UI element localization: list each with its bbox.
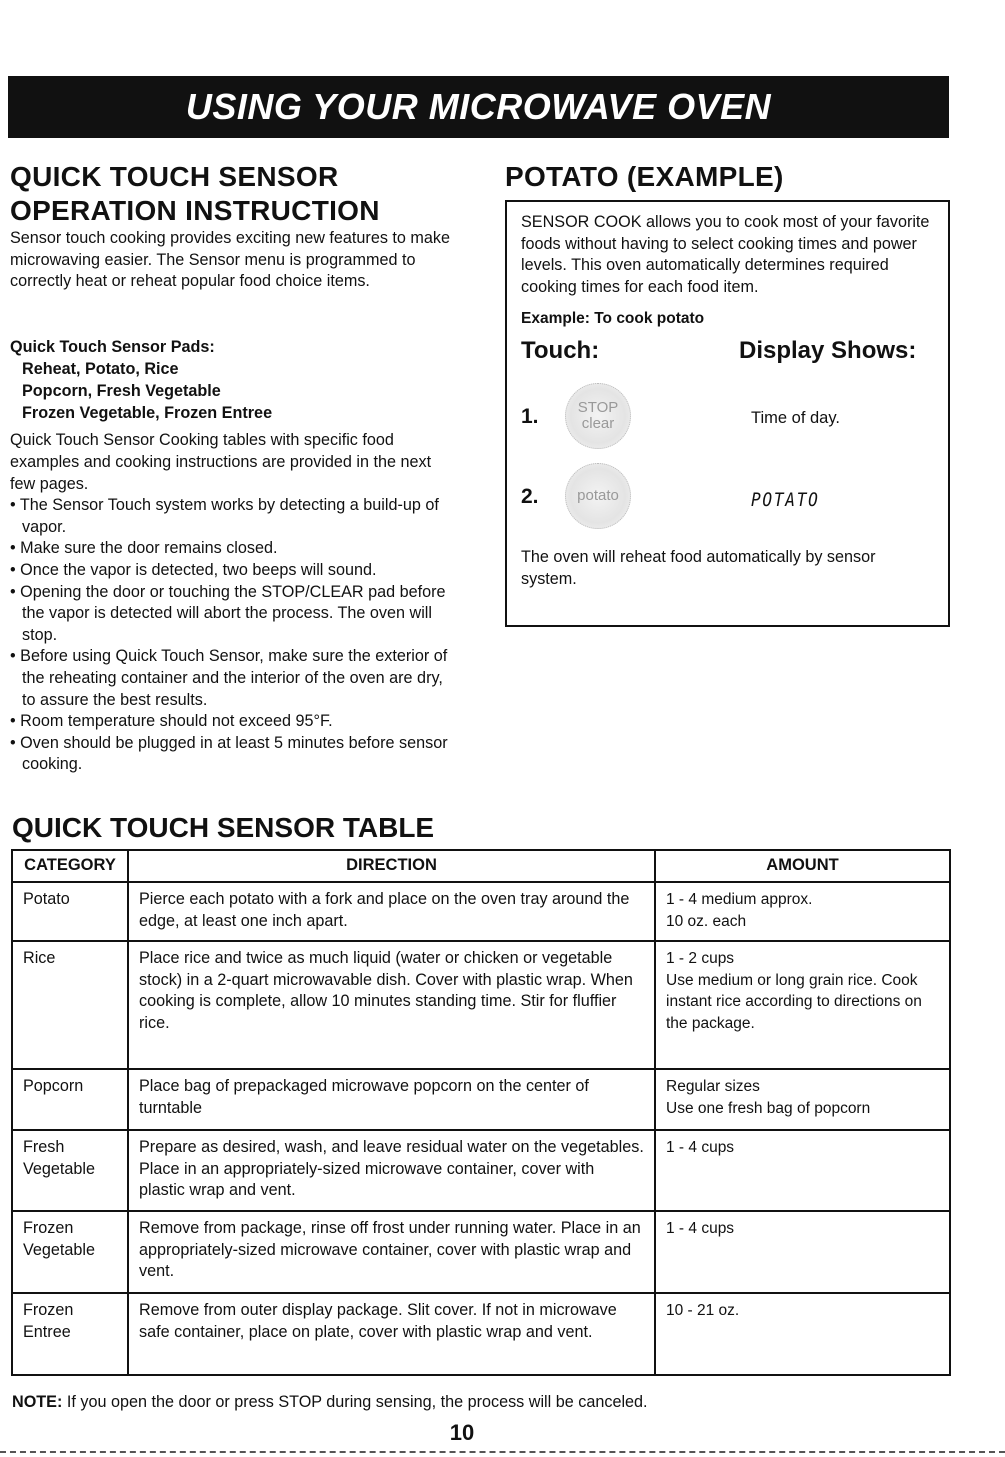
column-header: AMOUNT <box>655 850 950 882</box>
category-cell: Frozen Entree <box>12 1293 128 1375</box>
potato-pad-icon <box>565 463 631 529</box>
bullet-item: • Make sure the door remains closed. <box>10 539 278 558</box>
direction-cell: Remove from outer display package. Slit cover. If not in microwave safe container, place on plate, cover with plastic wrap and vent. <box>128 1293 655 1375</box>
pad-label: clear <box>581 415 615 433</box>
category-cell: Potato <box>12 882 128 941</box>
amount-cell <box>655 941 950 1069</box>
table-row <box>12 1293 950 1375</box>
column-header: CATEGORY <box>12 850 128 882</box>
table-row <box>12 1211 950 1293</box>
bullet-item: • Before using Quick Touch Sensor, make sure the exterior of the reheating container and the interior of the oven are dry, to assure the best results. <box>10 647 448 709</box>
stop-clear-pad-icon <box>565 383 631 449</box>
amount-cell <box>655 1069 950 1130</box>
intro-paragraph: Sensor touch cooking provides exciting new features to make microwaving easier. The Sensor menu is programmed to correctly heat or reheat popular food choice items. <box>10 229 451 291</box>
amount-line: Use one fresh bag of popcorn <box>666 1099 871 1117</box>
example-title: POTATO (EXAMPLE) <box>505 161 784 192</box>
direction-cell: Remove from package, rinse off frost under running water. Place in an appropriately-sized microwave container, cover with plastic wrap and vent. <box>128 1211 655 1293</box>
column-header: DIRECTION <box>128 850 655 882</box>
bullet-item: • Oven should be plugged in at least 5 minutes before sensor cooking. <box>10 733 448 774</box>
section-title-line1: QUICK TOUCH SENSOR <box>10 161 339 192</box>
amount-cell <box>655 1211 950 1293</box>
section-title-line2: OPERATION INSTRUCTION <box>10 195 380 226</box>
amount-line: 10 - 21 oz. <box>666 1302 740 1319</box>
amount-cell <box>655 1130 950 1211</box>
page-number: 10 <box>449 1420 475 1445</box>
step-1 <box>521 375 934 455</box>
potato-example-section <box>505 160 950 627</box>
bullet-item: • Once the vapor is detected, two beeps will sound. <box>10 560 377 579</box>
touch-display-header <box>521 331 934 375</box>
example-description: SENSOR COOK allows you to cook most of your favorite foods without having to select cooking times and power levels. This oven automatically determines required cooking times for each food item. <box>521 213 930 296</box>
amount-line: 1 - 4 cups <box>666 1220 735 1237</box>
note <box>12 1393 648 1412</box>
pad-label: potato <box>577 487 619 505</box>
pads-item: Reheat, Potato, Rice <box>22 360 179 379</box>
direction-cell: Place bag of prepackaged microwave popcorn on the center of turntable <box>128 1069 655 1130</box>
category-cell: Fresh Vegetable <box>12 1130 128 1211</box>
display-header: Display Shows: <box>739 337 917 365</box>
table-header-row <box>12 850 950 882</box>
table-row <box>12 1130 950 1211</box>
bullet-item: • Room temperature should not exceed 95°F. <box>10 712 333 731</box>
category-cell: Popcorn <box>12 1069 128 1130</box>
note-text: If you open the door or press STOP during sensing, the process will be canceled. <box>62 1393 648 1411</box>
amount-line: 1 - 2 cups <box>666 950 735 967</box>
example-footer: The oven will reheat food automatically by sensor system. <box>521 548 876 588</box>
step-display: Time of day. <box>751 409 840 428</box>
example-label: Example: To cook potato <box>521 310 705 328</box>
bullet-item: • The Sensor Touch system works by detecting a build-up of vapor. <box>10 496 439 536</box>
table-row <box>12 941 950 1069</box>
pads-item: Frozen Vegetable, Frozen Entree <box>22 404 273 423</box>
note-label: NOTE: <box>12 1393 63 1411</box>
amount-cell <box>655 882 950 941</box>
step-number: 2. <box>521 485 539 509</box>
bullet-item: • Opening the door or touching the STOP/CLEAR pad before the vapor is detected will abort the process. The oven will stop. <box>10 582 446 644</box>
category-cell: Frozen Vegetable <box>12 1211 128 1293</box>
step-number: 1. <box>521 405 539 429</box>
direction-cell: Prepare as desired, wash, and leave residual water on the vegetables. Place in an appropriately-sized microwave container, cover with plastic wrap and vent. <box>128 1130 655 1211</box>
page-banner: USING YOUR MICROWAVE OVEN <box>8 76 949 138</box>
sensor-bullets <box>10 495 450 776</box>
table-title: QUICK TOUCH SENSOR TABLE <box>12 812 435 843</box>
lcd-display: POTATO <box>751 489 820 512</box>
amount-line: 10 oz. each <box>666 912 747 930</box>
amount-line: 1 - 4 cups <box>666 1139 735 1156</box>
pad-label: STOP <box>577 399 619 417</box>
sensor-table <box>11 849 951 1376</box>
tables-note: Quick Touch Sensor Cooking tables with specific food examples and cooking instructions are provided in the next few pages. <box>10 431 432 493</box>
example-box <box>505 200 950 627</box>
sensor-instructions-section <box>10 160 450 776</box>
amount-cell <box>655 1293 950 1375</box>
amount-line: Regular sizes <box>666 1078 760 1095</box>
table-row <box>12 1069 950 1130</box>
direction-cell: Place rice and twice as much liquid (water or chicken or vegetable stock) in a 2-quart microwavable dish. Cover with plastic wrap. When cooking is complete, allow 10 minutes standing time. Stir for fluffier rice. <box>128 941 655 1069</box>
amount-line: Use medium or long grain rice. Cook instant rice according to directions on the package. <box>666 971 922 1032</box>
pads-title: Quick Touch Sensor Pads: <box>10 337 215 356</box>
touch-header: Touch: <box>521 337 600 365</box>
category-cell: Rice <box>12 941 128 1069</box>
step-2 <box>521 455 934 535</box>
page-bottom-rule <box>0 1451 1005 1453</box>
pads-item: Popcorn, Fresh Vegetable <box>22 382 221 401</box>
amount-line: 1 - 4 medium approx. <box>666 891 813 908</box>
direction-cell: Pierce each potato with a fork and place on the oven tray around the edge, at least one inch apart. <box>128 882 655 941</box>
table-row <box>12 882 950 941</box>
